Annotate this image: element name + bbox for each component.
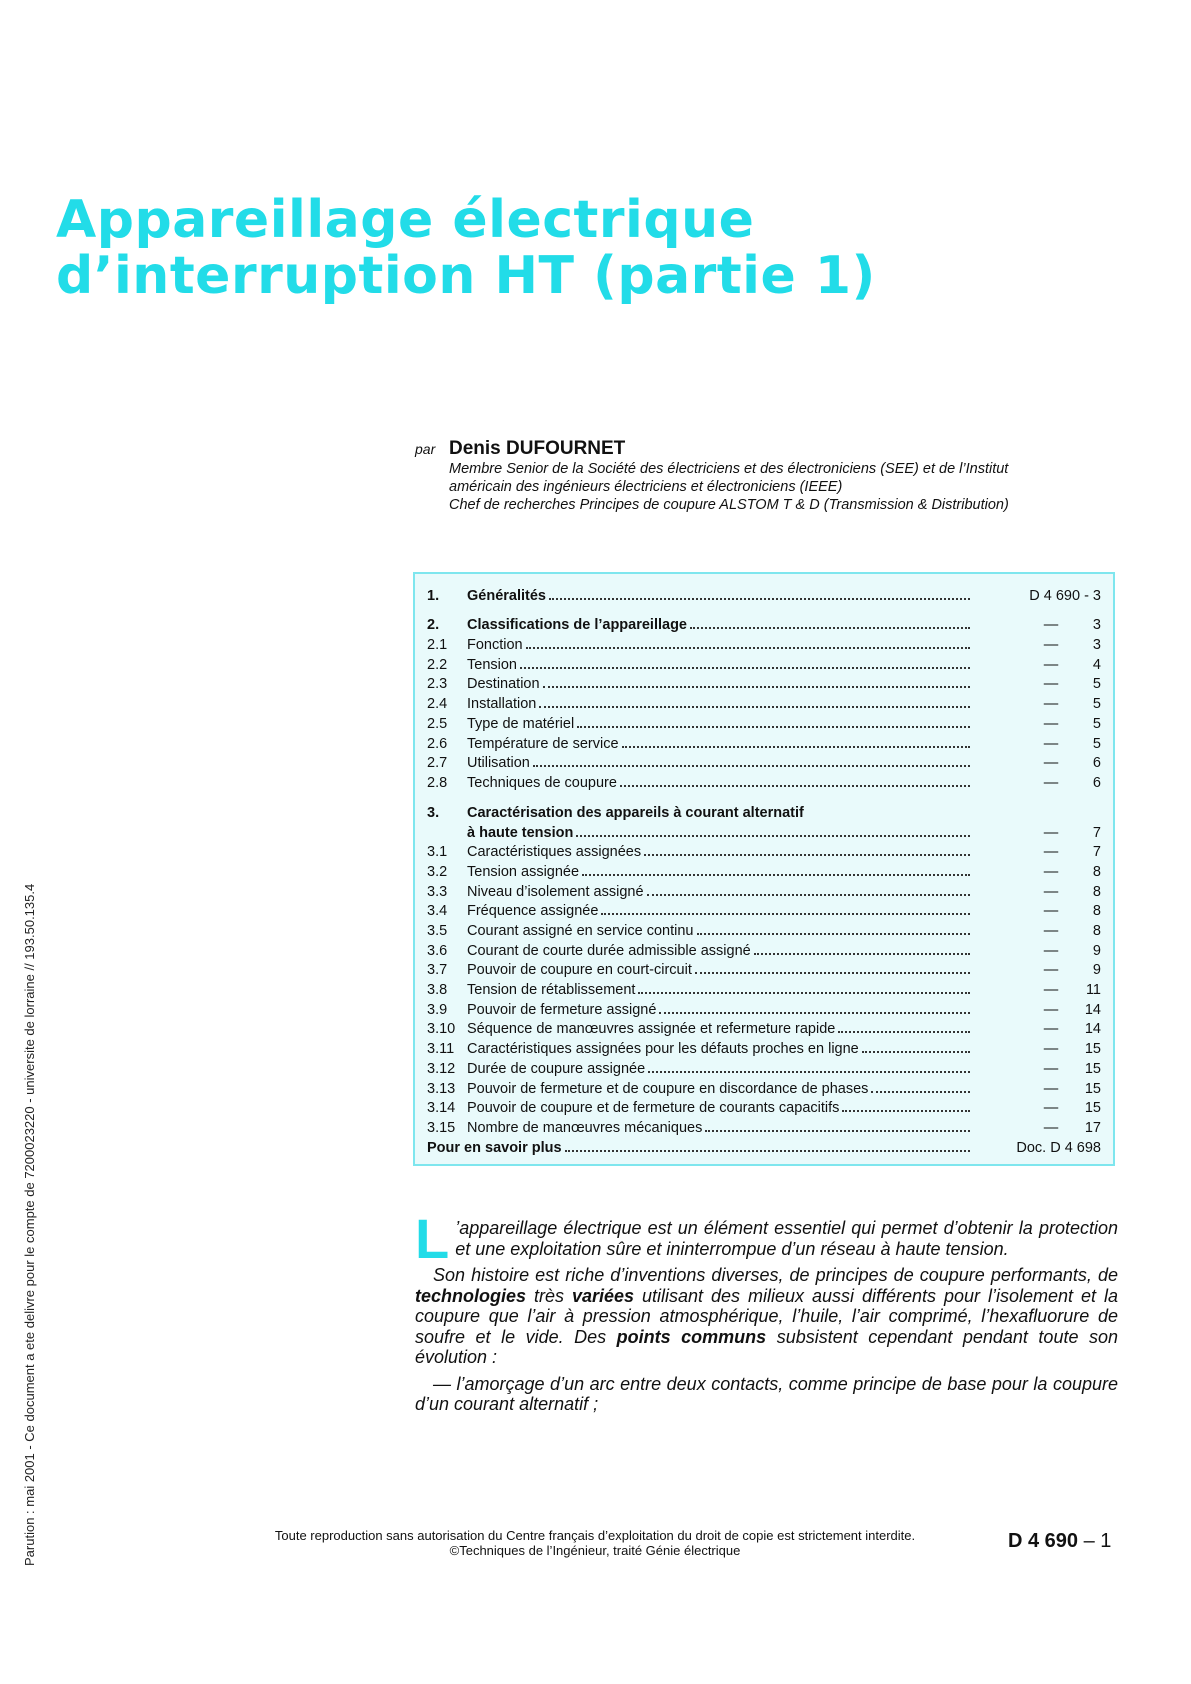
toc-title: Fonction <box>467 637 523 654</box>
toc-dash: — <box>1043 923 1059 939</box>
toc-title: Généralités <box>467 587 546 604</box>
toc-reference <box>973 736 1101 752</box>
drop-cap: L <box>415 1207 450 1270</box>
toc-row[interactable] <box>427 692 1101 712</box>
toc-leader-dots <box>754 953 970 955</box>
toc-reference <box>973 588 1101 604</box>
toc-dash: — <box>1043 656 1059 673</box>
toc-title: Caractéristiques assignées pour les défauts proches en ligne <box>467 1041 859 1058</box>
toc-page: 8 <box>1092 923 1101 939</box>
toc-title: Techniques de coupure <box>467 774 617 791</box>
toc-number: 2.4 <box>427 696 448 713</box>
toc-dash: — <box>1043 844 1059 861</box>
title-line-2: d’interruption HT (partie 1) <box>56 246 876 306</box>
toc-page: 5 <box>1092 735 1101 752</box>
toc-reference <box>973 903 1101 919</box>
toc-page: 17 <box>1084 1119 1101 1136</box>
toc-part-1 <box>427 584 1101 791</box>
toc-title: Caractérisation des appareils à courant alternatif <box>467 804 804 821</box>
toc-reference <box>973 657 1101 673</box>
toc-page: 6 <box>1092 774 1101 791</box>
toc-reference <box>973 923 1101 939</box>
toc-dash: — <box>1043 1021 1059 1038</box>
toc-leader-dots <box>648 1071 970 1073</box>
toc-row[interactable] <box>427 771 1101 791</box>
toc-number: 3.5 <box>427 923 448 939</box>
toc-reference <box>973 716 1101 732</box>
toc-row[interactable] <box>427 959 1101 979</box>
toc-reference <box>973 1002 1101 1018</box>
toc-number: 3.4 <box>427 903 448 920</box>
toc-dash: — <box>1043 962 1059 979</box>
toc-reference <box>973 1041 1101 1057</box>
intro-emphasis: variées <box>571 1285 635 1306</box>
author-prefix: par <box>415 441 436 457</box>
toc-title: Classifications de l’appareillage <box>467 617 687 634</box>
toc-number: 1. <box>427 587 440 604</box>
intro-paragraph-1 <box>415 1207 1118 1270</box>
toc-reference <box>973 775 1101 791</box>
toc-row[interactable] <box>427 1097 1101 1117</box>
toc-number: 3.10 <box>427 1021 456 1038</box>
toc-leader-dots <box>705 1130 970 1132</box>
toc-reference <box>973 676 1101 692</box>
article-title <box>56 192 876 304</box>
toc-dash: — <box>1043 617 1059 634</box>
toc-page: 9 <box>1092 962 1101 979</box>
toc-leader-dots <box>543 686 970 688</box>
toc-dash: — <box>1043 903 1059 920</box>
toc-leader-dots <box>644 854 970 856</box>
toc-title: Tension <box>467 656 517 673</box>
toc-row[interactable] <box>427 939 1101 959</box>
toc-reference <box>973 1100 1101 1116</box>
toc-page: 15 <box>1084 1080 1101 1097</box>
toc-leader-dots <box>647 894 970 896</box>
toc-row[interactable] <box>427 841 1101 861</box>
toc-dash: — <box>1043 982 1059 999</box>
toc-number: 2. <box>427 617 440 634</box>
toc-row[interactable] <box>427 673 1101 693</box>
toc-row[interactable] <box>427 919 1101 939</box>
page-number: – 1 <box>1078 1530 1112 1552</box>
introduction <box>415 1207 1118 1421</box>
toc-page: 8 <box>1092 863 1101 880</box>
toc-title: Courant de courte durée admissible assigné <box>467 942 751 959</box>
toc-title: Séquence de manœuvres assignée et refermeture rapide <box>467 1021 836 1038</box>
toc-page: 4 <box>1092 656 1101 673</box>
toc-number: 2.3 <box>427 676 448 693</box>
toc-leader-dots <box>582 874 970 876</box>
intro-emphasis: technologies <box>415 1285 527 1306</box>
toc-row[interactable] <box>427 752 1101 772</box>
toc-row[interactable] <box>427 1018 1101 1038</box>
toc-row[interactable] <box>427 712 1101 732</box>
toc-row[interactable] <box>427 1077 1101 1097</box>
toc-row[interactable] <box>427 900 1101 920</box>
toc-leader-dots <box>539 706 970 708</box>
intro-text: Son histoire est riche d’inventions diverses, de principes de coupure performants, de <box>433 1265 1118 1285</box>
toc-title: à haute tension <box>467 824 574 841</box>
intro-emphasis: points communs <box>616 1326 767 1347</box>
toc-dash: — <box>1043 735 1059 752</box>
toc-row[interactable] <box>427 584 1101 604</box>
toc-page: 3 <box>1092 617 1101 634</box>
intro-text: utilisant des milieux aussi différents pour l’isolement et la coupure que l’air à pression atmosphérique, l’huile, l’air comprimé, l’hexafluorure de soufre et le vide. Des <box>415 1285 1118 1347</box>
toc-title: Installation <box>467 696 537 713</box>
toc-page: 7 <box>1092 824 1101 841</box>
toc-number: 3.15 <box>427 1119 456 1136</box>
intro-text: ’appareillage électrique est un élément essentiel qui permet d’obtenir la protection et une exploitation sûre et ininterrompue d’un réseau à haute tension. <box>455 1218 1118 1259</box>
toc-row[interactable] <box>427 1116 1101 1136</box>
toc-reference <box>973 982 1101 998</box>
toc-number: 3. <box>427 804 440 821</box>
toc-dash: — <box>1043 755 1059 772</box>
toc-dash: — <box>1043 715 1059 732</box>
toc-row[interactable] <box>427 653 1101 673</box>
toc-dash: — <box>1043 1001 1059 1018</box>
toc-page: 9 <box>1092 942 1101 959</box>
toc-page: 5 <box>1092 696 1101 713</box>
intro-text: très <box>526 1285 572 1306</box>
toc-title: Pouvoir de coupure en court-circuit <box>467 962 692 979</box>
toc-part-2 <box>427 821 1101 1136</box>
toc-page: 8 <box>1092 903 1101 920</box>
toc-leader-dots <box>622 746 970 748</box>
toc-leader-dots <box>620 785 970 787</box>
toc-page: 5 <box>1092 676 1101 693</box>
author-block <box>415 438 1115 514</box>
toc-page: 15 <box>1084 1041 1101 1058</box>
toc-title: Fréquence assignée <box>467 903 599 920</box>
toc-leader-dots <box>871 1091 970 1093</box>
author-line <box>415 438 1115 460</box>
toc-number: 2.2 <box>427 656 448 673</box>
toc-title: Tension assignée <box>467 863 580 880</box>
toc-reference <box>973 884 1101 900</box>
toc-row-further-reading[interactable] <box>427 1136 1101 1156</box>
toc-dash: — <box>1043 863 1059 880</box>
intro-paragraph-3: — l’amorçage d’un arc entre deux contacts, comme principe de base pour la coupure d’un courant alternatif ; <box>415 1373 1118 1414</box>
toc-number: 3.7 <box>427 962 448 979</box>
toc-leader-dots <box>549 598 970 600</box>
page-reference <box>1008 1530 1111 1553</box>
toc-number: 2.5 <box>427 715 448 732</box>
toc-leader-dots <box>526 647 970 649</box>
toc-dash: — <box>1043 1080 1059 1097</box>
toc-leader-dots <box>690 627 970 629</box>
toc-number: 3.2 <box>427 863 448 880</box>
toc-page: 3 <box>1092 637 1101 654</box>
toc-title: Type de matériel <box>467 715 575 732</box>
toc-number: 3.11 <box>427 1041 455 1058</box>
toc-page: 8 <box>1092 883 1101 900</box>
toc-dash: — <box>1043 676 1059 693</box>
toc-reference <box>973 943 1101 959</box>
toc-reference <box>973 617 1101 633</box>
copyright-line: ©Techniques de l’Ingénieur, traité Génie électrique <box>449 1543 741 1558</box>
toc-title: Destination <box>467 676 540 693</box>
toc-row[interactable] <box>427 880 1101 900</box>
toc-reference <box>973 755 1101 771</box>
toc-dash: — <box>1043 824 1059 841</box>
author-affiliation-line: Chef de recherches Principes de coupure ALSTOM T & D (Transmission & Distribution) <box>449 497 1009 513</box>
toc-number: 2.6 <box>427 735 448 752</box>
toc-dash: — <box>1043 1041 1059 1058</box>
toc-title: Nombre de manœuvres mécaniques <box>467 1119 703 1136</box>
toc-title: Courant assigné en service continu <box>467 923 694 939</box>
toc-page: 6 <box>1092 755 1101 772</box>
toc-dash: — <box>1043 1100 1059 1117</box>
copyright-line: Toute reproduction sans autorisation du Centre français d’exploitation du droit de copie est strictement interdite. <box>274 1528 916 1543</box>
toc-leader-dots <box>695 972 970 974</box>
toc-reference <box>973 1081 1101 1097</box>
toc-title: Pouvoir de coupure et de fermeture de courants capacitifs <box>467 1100 840 1117</box>
toc-title: Utilisation <box>467 755 530 772</box>
toc-leader-dots <box>842 1110 970 1112</box>
toc-leader-dots <box>577 726 970 728</box>
toc-dash: — <box>1043 637 1059 654</box>
toc-row[interactable] <box>427 821 1101 841</box>
toc-title: Pouvoir de fermeture assigné <box>467 1001 657 1018</box>
toc-number: 3.8 <box>427 982 448 999</box>
intro-text: subsistent cependant pendant toute son évolution : <box>415 1326 1118 1367</box>
toc-dash: — <box>1043 774 1059 791</box>
toc-row[interactable] <box>427 614 1101 634</box>
table-of-contents <box>413 572 1115 1166</box>
toc-reference <box>973 962 1101 978</box>
toc-leader-dots <box>533 765 970 767</box>
toc-leader-dots <box>638 992 970 994</box>
toc-page: 15 <box>1084 1060 1101 1077</box>
toc-title: Niveau d’isolement assigné <box>467 883 644 900</box>
toc-number: 2.1 <box>427 637 448 654</box>
toc-reference <box>973 844 1101 860</box>
toc-row[interactable] <box>427 732 1101 752</box>
toc-page: 15 <box>1084 1100 1101 1117</box>
toc-reference <box>973 864 1101 880</box>
toc-number: 3.9 <box>427 1001 448 1018</box>
toc-row[interactable] <box>427 1057 1101 1077</box>
toc-row[interactable] <box>427 1037 1101 1057</box>
toc-dash: — <box>1043 1119 1059 1136</box>
intro-paragraph-2 <box>415 1265 1118 1368</box>
toc-page: 11 <box>1085 982 1101 999</box>
toc-number: 3.3 <box>427 883 448 900</box>
toc-page: Doc. D 4 698 <box>1016 1139 1101 1156</box>
toc-reference <box>973 825 1101 841</box>
toc-title: Tension de rétablissement <box>467 982 636 999</box>
toc-number: 3.12 <box>427 1060 456 1077</box>
toc-reference <box>973 1061 1101 1077</box>
toc-reference <box>973 1021 1101 1037</box>
toc-page: D 4 690 - 3 <box>1029 587 1101 604</box>
toc-section-3-heading <box>427 801 1101 821</box>
toc-number: 3.13 <box>427 1080 456 1097</box>
toc-number: 2.8 <box>427 774 448 791</box>
toc-dash: — <box>1043 883 1059 900</box>
toc-leader-dots <box>697 933 971 935</box>
title-line-1: Appareillage électrique <box>56 190 755 250</box>
toc-row[interactable] <box>427 860 1101 880</box>
toc-title: Pouvoir de fermeture et de coupure en discordance de phases <box>467 1080 869 1097</box>
toc-reference <box>973 696 1101 712</box>
toc-number: 3.1 <box>427 844 448 861</box>
toc-leader-dots <box>838 1031 970 1033</box>
toc-row[interactable] <box>427 998 1101 1018</box>
toc-row[interactable] <box>427 978 1101 998</box>
author-affiliation-line: américain des ingénieurs électriciens et électroniciens (IEEE) <box>449 479 843 495</box>
toc-reference <box>973 1120 1101 1136</box>
toc-row[interactable] <box>427 633 1101 653</box>
author-affiliations <box>449 460 1115 514</box>
toc-leader-dots <box>862 1051 970 1053</box>
toc-dash: — <box>1043 942 1059 959</box>
toc-title: Température de service <box>467 735 619 752</box>
toc-leader-dots <box>576 835 970 837</box>
document-code: D 4 690 <box>1008 1530 1079 1552</box>
toc-leader-dots <box>659 1012 970 1014</box>
copyright-footer <box>210 1528 980 1558</box>
toc-reference <box>973 637 1101 653</box>
toc-dash: — <box>1043 1060 1059 1077</box>
toc-title: Durée de coupure assignée <box>467 1060 646 1077</box>
author-affiliation-line: Membre Senior de la Société des électriciens et des électroniciens (SEE) et de l’Institut <box>449 461 1009 477</box>
toc-page: 14 <box>1084 1021 1101 1038</box>
toc-number: 2.7 <box>427 755 448 772</box>
toc-leader-dots <box>520 667 970 669</box>
toc-number: 3.6 <box>427 942 448 959</box>
toc-number: 3.14 <box>427 1100 456 1117</box>
toc-dash: — <box>1043 696 1059 713</box>
toc-page: 5 <box>1092 715 1101 732</box>
toc-title: Pour en savoir plus <box>427 1139 562 1156</box>
vertical-publication-note: Parution : mai 2001 - Ce document a ete delivre pour le compte de 7200023220 - universite de lorraine // 193.50.135.4 <box>22 883 37 1566</box>
toc-reference <box>973 1140 1101 1156</box>
toc-leader-dots <box>565 1150 970 1152</box>
toc-leader-dots <box>601 913 970 915</box>
toc-page: 7 <box>1092 844 1101 861</box>
author-name: Denis DUFOURNET <box>449 438 626 459</box>
toc-title: Caractéristiques assignées <box>467 844 642 861</box>
toc-page: 14 <box>1084 1001 1101 1018</box>
